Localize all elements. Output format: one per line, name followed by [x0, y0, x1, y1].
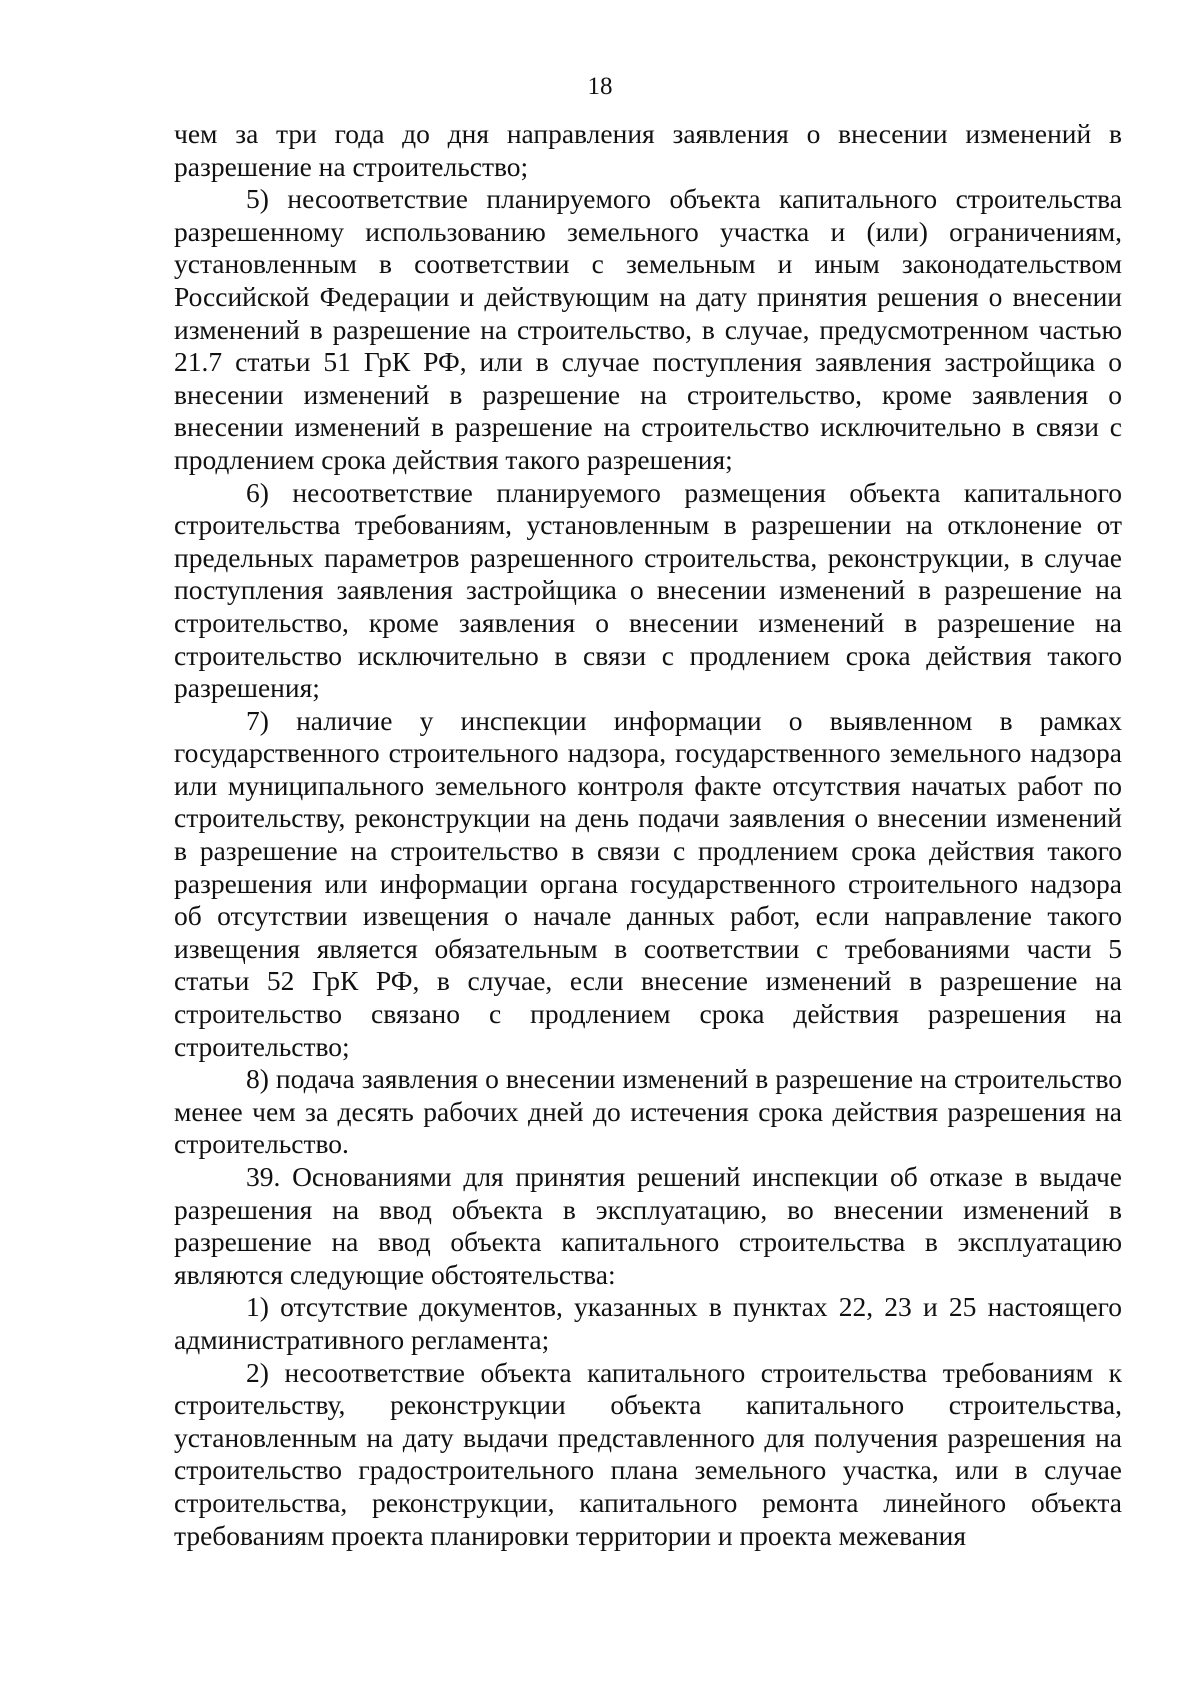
paragraph-item-8: 8) подача заявления о внесении изменений в разрешение на строительство менее чем за десять рабочих дней до истечения срока действия разрешения на строительство. [174, 1063, 1122, 1160]
paragraph-item-5: 5) несоответствие планируемого объекта капитального строительства разрешенному использованию земельного участка и (или) ограничениям, установленным в соответствии с земельным и иным законодательством Российской Федерации и действующим на дату принятия решения о внесении изменений в разрешение на строительство, в случае, предусмотренном частью 21.7 статьи 51 ГрК РФ, или в случае поступления заявления застройщика о внесении изменений в разрешение на строительство, кроме заявления о внесении изменений в разрешение на строительство исключительно в связи с продлением срока действия такого разрешения; [174, 183, 1122, 475]
paragraph-item-6: 6) несоответствие планируемого размещения объекта капитального строительства требованиям, установленным в разрешении на отклонение от предельных параметров разрешенного строительства, реконструкции, в случае поступления заявления застройщика о внесении изменений в разрешение на строительство, кроме заявления о внесении изменений в разрешение на строительство исключительно в связи с продлением срока действия такого разрешения; [174, 476, 1122, 704]
document-body [174, 118, 1122, 1552]
paragraph-continuation: чем за три года до дня направления заявления о внесении изменений в разрешение на строительство; [174, 118, 1122, 182]
paragraph-item-1: 1) отсутствие документов, указанных в пунктах 22, 23 и 25 настоящего административного регламента; [174, 1291, 1122, 1355]
paragraph-section-39: 39. Основаниями для принятия решений инспекции об отказе в выдаче разрешения на ввод объекта в эксплуатацию, во внесении изменений в разрешение на ввод объекта капитального строительства в эксплуатацию являются следующие обстоятельства: [174, 1161, 1122, 1290]
paragraph-item-2: 2) несоответствие объекта капитального строительства требованиям к строительству, реконструкции объекта капитального строительства, установленным на дату выдачи представленного для получения разрешения на строительство градостроительного плана земельного участка, или в случае строительства, реконструкции, капитального ремонта линейного объекта требованиям проекта планировки территории и проекта межевания [174, 1356, 1122, 1551]
paragraph-item-7: 7) наличие у инспекции информации о выявленном в рамках государственного строительного надзора, государственного земельного надзора или муниципального земельного контроля факте отсутствия начатых работ по строительству, реконструкции на день подачи заявления о внесении изменений в разрешение на строительство в связи с продлением срока действия такого разрешения или информации органа государственного строительного надзора об отсутствии извещения о начале данных работ, если направление такого извещения является обязательным в соответствии с требованиями части 5 статьи 52 ГрК РФ, в случае, если внесение изменений в разрешение на строительство связано с продлением срока действия разрешения на строительство; [174, 704, 1122, 1062]
page-number: 18 [587, 73, 613, 100]
